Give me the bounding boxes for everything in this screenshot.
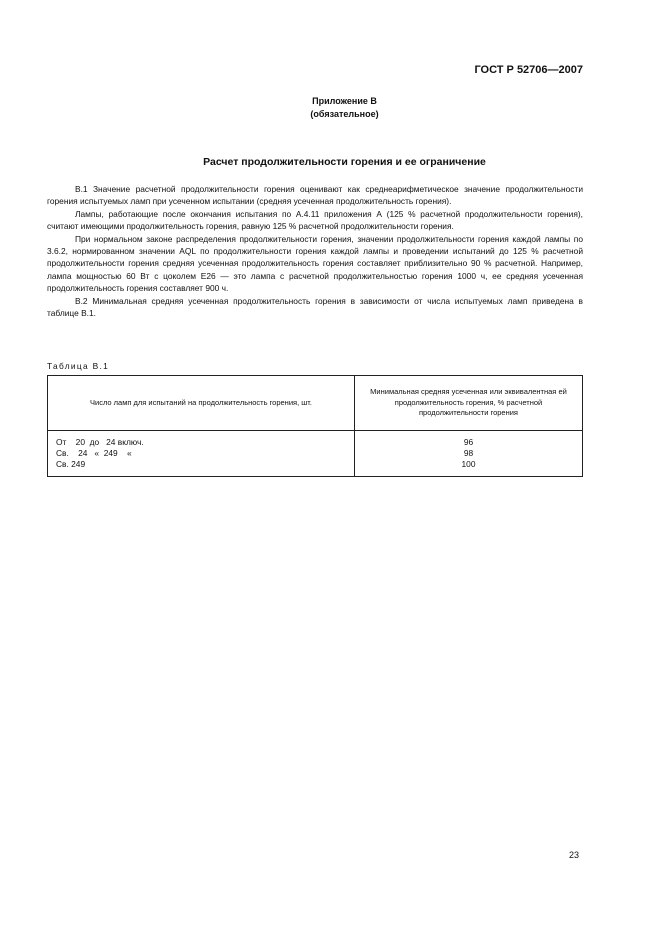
paragraph: При нормальном законе распределения продолжительности горения, значении продолжительности горения каждой лампы по 3.6.2, нормированном значении AQL по продолжительности горения каждой лампы и проведении испытаний до 125 % расчетной продолжительности горения средняя усеченная продолжительность горения составляет приблизительно 90 % расчетной. Например, лампа мощностью 60 Вт с цоколем Е26 — это лампа с расчетной продолжительностью горения 1000 ч, ее средняя усеченная продолжительность горения составляет 900 ч. <box>47 233 583 294</box>
table-cell-value: 96 <box>463 437 474 447</box>
section-title-wrap <box>0 156 661 168</box>
table-row <box>48 431 583 477</box>
table-header-lifetime: Минимальная средняя усеченная или эквивалентная ей продолжительность горения, % расчетной продолжительности горения <box>355 376 583 431</box>
document-code: ГОСТ Р 52706—2007 <box>474 64 583 76</box>
lifetime-table <box>47 375 583 477</box>
body-text <box>47 183 583 319</box>
paragraph: В.1 Значение расчетной продолжительности горения оценивают как среднеарифметическое значение продолжительности горения испытуемых ламп при усеченном испытании (средняя усеченная продолжительность горения). <box>47 184 583 207</box>
appendix-heading <box>0 95 661 121</box>
table-cell-count: От 20 до 24 включ. <box>56 437 144 447</box>
table-cell-counts <box>48 431 355 477</box>
table-cell-value: 98 <box>463 448 474 458</box>
table-cell-value: 100 <box>461 459 476 469</box>
paragraph: В.2 Минимальная средняя усеченная продолжительность горения в зависимости от числа испытуемых ламп приведена в таблице В.1. <box>47 295 583 319</box>
paragraph: Лампы, работающие после окончания испытания по А.4.11 приложения А (125 % расчетной продолжительности горения), считают имеющими продолжительность горения, равную 125 % расчетной продолжительности горения. <box>47 208 583 232</box>
table-cell-values <box>355 431 583 477</box>
table-header-count: Число ламп для испытаний на продолжительность горения, шт. <box>48 376 355 431</box>
page-number: 23 <box>568 850 579 860</box>
table-caption: Таблица В.1 <box>47 361 110 371</box>
section-title: Расчет продолжительности горения и ее ограничение <box>203 156 486 168</box>
appendix-title: Приложение В <box>312 96 377 106</box>
table-cell-count: Св. 249 <box>56 459 86 469</box>
table-cell-count: Св. 24 « 249 « <box>56 448 132 458</box>
appendix-status: (обязательное) <box>310 109 379 119</box>
table-header-row <box>48 376 583 431</box>
